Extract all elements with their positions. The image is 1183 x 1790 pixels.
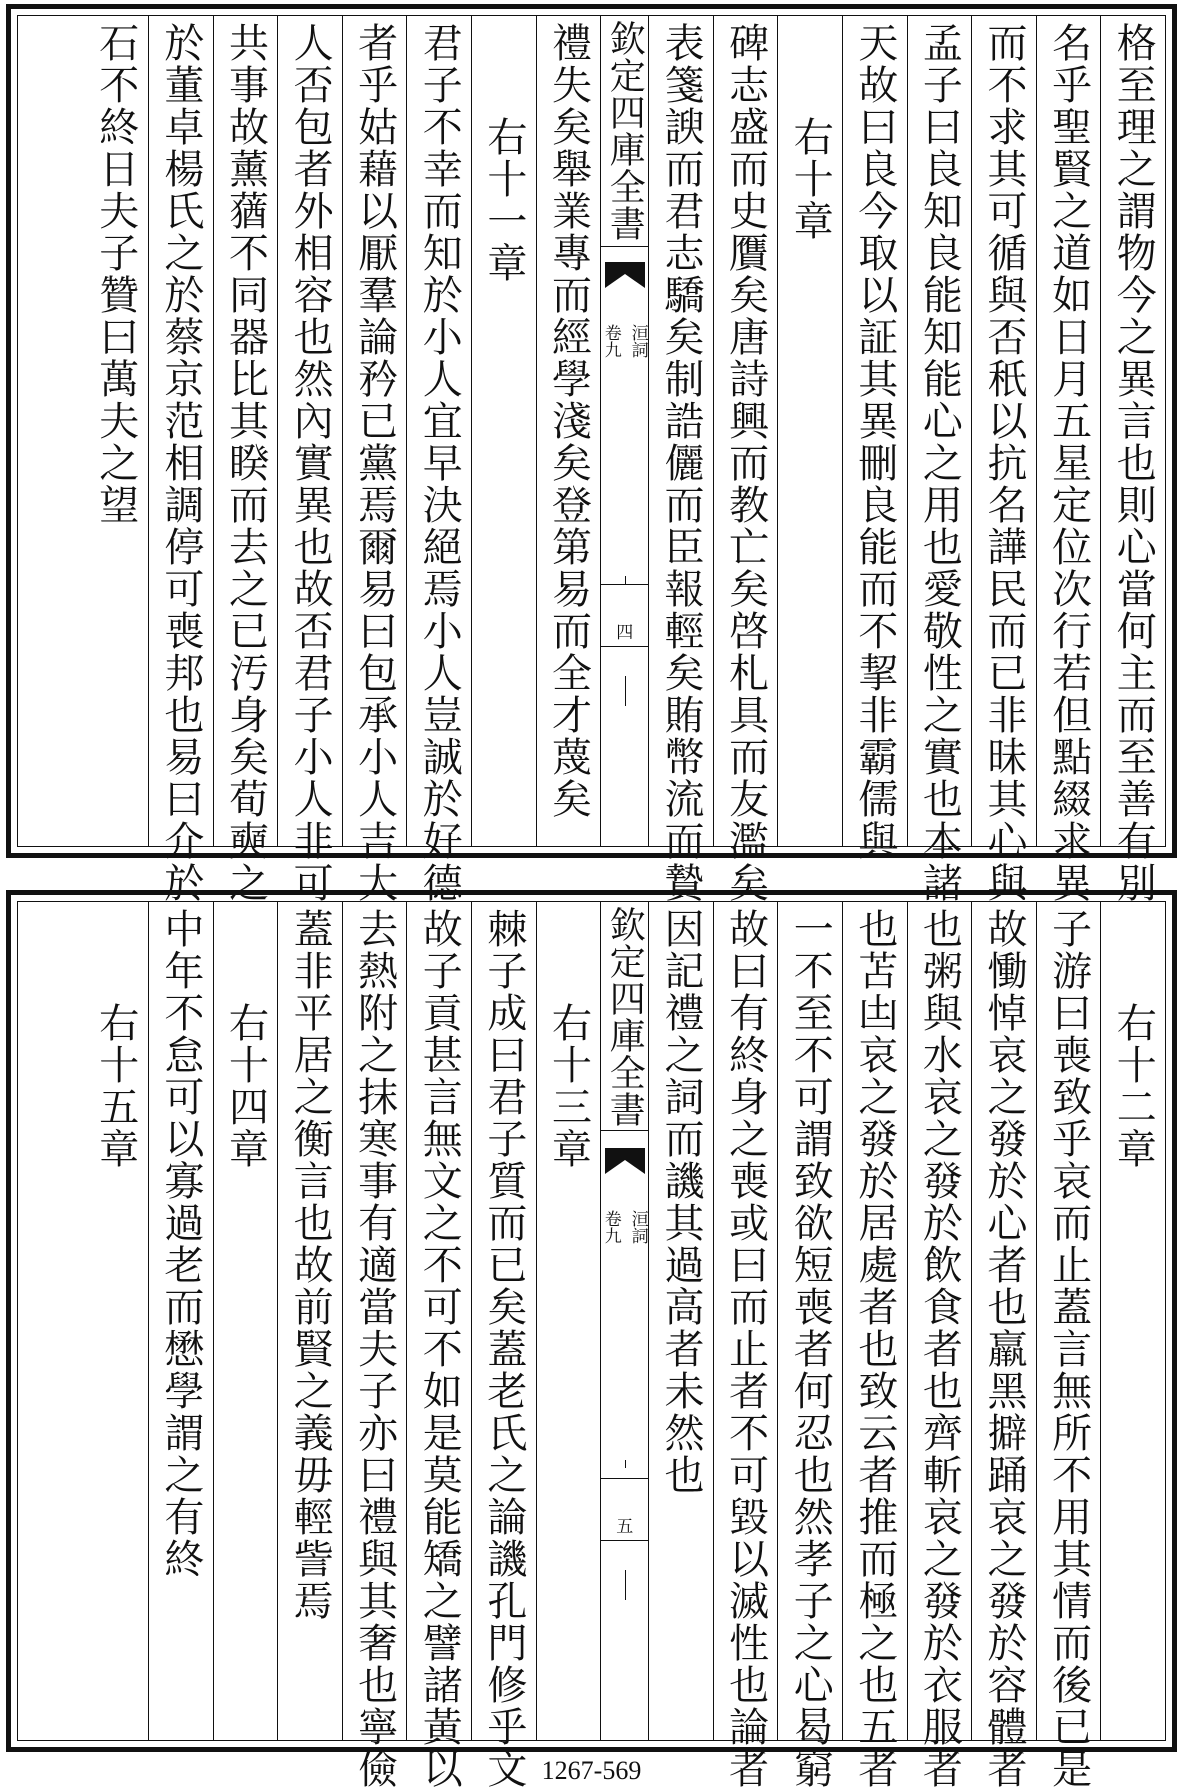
text-column xyxy=(1100,16,1165,904)
column-text: 子游曰喪致乎哀而止蓋言無所不用其情而後已是 xyxy=(1045,908,1092,1790)
center-margin xyxy=(600,16,648,846)
column-text: 表箋諛而君志驕矣制誥儷而臣報輕矣賄幣流而贄 xyxy=(658,22,705,904)
text-column xyxy=(777,902,842,1790)
text-column xyxy=(342,902,407,1790)
text-column xyxy=(213,16,278,904)
column-text: 故子貢甚言無文之不可不如是莫能矯之譬諸黃以 xyxy=(416,908,463,1790)
text-column xyxy=(148,16,213,904)
column-text: 共事故薰蕕不同器比其睽而去之已汚身矣荀奭之 xyxy=(222,22,269,904)
column-text: 於董卓楊氏之於蔡京范相調停可喪邦也易曰介於 xyxy=(157,22,204,904)
book-title: 欽定四庫全書 xyxy=(604,906,646,1128)
chapter-label-part: 洹詞 xyxy=(627,1210,648,1244)
text-column xyxy=(842,902,907,1790)
column-text: 碑志盛而史贋矣唐詩興而教亡矣啓札具而友濫矣 xyxy=(722,22,769,904)
text-column xyxy=(971,902,1036,1790)
center-rule xyxy=(601,246,648,247)
text-column xyxy=(406,16,471,904)
text-column xyxy=(1036,902,1101,1790)
text-column xyxy=(536,902,601,1740)
book-title: 欽定四庫全書 xyxy=(604,20,646,242)
text-column xyxy=(84,16,149,846)
center-margin xyxy=(600,902,648,1740)
chapter-heading: 右十五章 xyxy=(92,1002,139,1170)
text-column xyxy=(213,902,278,1740)
text-column xyxy=(148,902,213,1740)
text-column xyxy=(971,16,1036,904)
column-text: 天故曰良今取以証其異刪良能而不挈非霸儒與 xyxy=(851,22,898,862)
text-column xyxy=(777,16,842,846)
text-column xyxy=(471,16,536,846)
text-column xyxy=(648,902,713,1740)
column-text: 故慟悼哀之發於心者也羸黑擗踊哀之發於容體者 xyxy=(981,908,1028,1790)
text-column xyxy=(277,902,342,1740)
column-text: 石不終日夫子贊曰萬夫之望 xyxy=(92,22,139,526)
chapter-label-part: 卷九 xyxy=(600,1210,621,1244)
center-rule xyxy=(601,1540,648,1541)
text-column xyxy=(536,16,601,846)
center-rule xyxy=(601,584,648,585)
column-text: 去熱附之抹寒事有適當夫子亦曰禮與其奢也寧儉 xyxy=(351,908,398,1790)
chapter-heading: 右十二章 xyxy=(1110,1002,1157,1170)
column-text: 名乎聖賢之道如日月五星定位次行若但點綴求異 xyxy=(1045,22,1092,904)
text-column xyxy=(1100,902,1165,1740)
column-text: 禮失矣舉業專而經學淺矣登第易而全才蔑矣 xyxy=(545,22,592,820)
center-dash xyxy=(625,1570,627,1600)
column-text: 故曰有終身之喪或曰而止者不可毀以滅性也論者 xyxy=(722,908,769,1790)
chapter-heading: 右十章 xyxy=(787,116,834,242)
fish-tail-icon xyxy=(605,262,645,288)
text-column xyxy=(713,16,778,904)
column-text: 者乎姑藉以厭羣論矜已黨焉爾易曰包承小人吉大 xyxy=(351,22,398,904)
chapter-heading: 右十四章 xyxy=(222,1002,269,1170)
column-text: 一不至不可謂致欲短喪者何忍也然孝子之心曷窮 xyxy=(787,908,834,1790)
column-text: 而不求其可循與否秖以抗名譁民而已非昧其心與 xyxy=(981,22,1028,904)
chapter-label xyxy=(599,324,651,358)
top-page-columns xyxy=(17,15,1166,904)
column-text: 孟子曰良知良能知能心之用也愛敬性之實也本諸 xyxy=(916,22,963,904)
chapter-label-part: 洹詞 xyxy=(627,324,648,358)
center-rule xyxy=(601,1478,648,1479)
center-rule xyxy=(601,1130,648,1131)
folio-number: 1267-569 xyxy=(541,1756,642,1785)
text-column xyxy=(1036,16,1101,904)
center-rule xyxy=(601,646,648,647)
column-text: 人否包者外相容也然內實異也故否君子小人非可 xyxy=(287,22,334,904)
chapter-label xyxy=(599,1210,651,1244)
fish-tail-icon xyxy=(605,1148,645,1174)
text-column xyxy=(471,902,536,1790)
text-column xyxy=(842,16,907,862)
chapter-heading: 右十三章 xyxy=(545,1002,592,1170)
text-column xyxy=(342,16,407,904)
top-page-panel xyxy=(6,4,1177,904)
column-text: 中年不怠可以寡過老而懋學謂之有終 xyxy=(157,908,204,1580)
chapter-label-part: 卷九 xyxy=(600,324,621,358)
text-column xyxy=(907,16,972,904)
column-text: 棘子成曰君子質而已矣蓋老氏之論譏孔門修乎文 xyxy=(480,908,527,1790)
column-text: 也苫凷哀之發於居處者也致云者推而極之也五者 xyxy=(851,908,898,1790)
column-text: 格至理之謂物今之異言也則心當何主而至善有別 xyxy=(1110,22,1157,904)
column-text: 君子不幸而知於小人宜早決絕焉小人豈誠於好德 xyxy=(416,22,463,904)
column-text: 也粥與水哀之發於飲食者也齊斬哀之發於衣服者 xyxy=(916,908,963,1790)
center-dash xyxy=(625,676,627,706)
text-column xyxy=(648,16,713,904)
text-column xyxy=(84,902,149,1740)
page-number: 四 xyxy=(616,623,634,643)
text-column xyxy=(277,16,342,904)
page-number: 五 xyxy=(616,1517,634,1537)
column-text: 蓋非平居之衡言也故前賢之義毋輕訾焉 xyxy=(287,908,334,1622)
text-column xyxy=(713,902,778,1790)
text-column xyxy=(406,902,471,1790)
column-text: 因記禮之詞而譏其過高者未然也 xyxy=(658,908,705,1496)
chapter-heading: 右十一章 xyxy=(480,116,527,284)
center-dot xyxy=(625,576,627,584)
text-column xyxy=(907,902,972,1790)
center-dot xyxy=(625,1460,627,1468)
